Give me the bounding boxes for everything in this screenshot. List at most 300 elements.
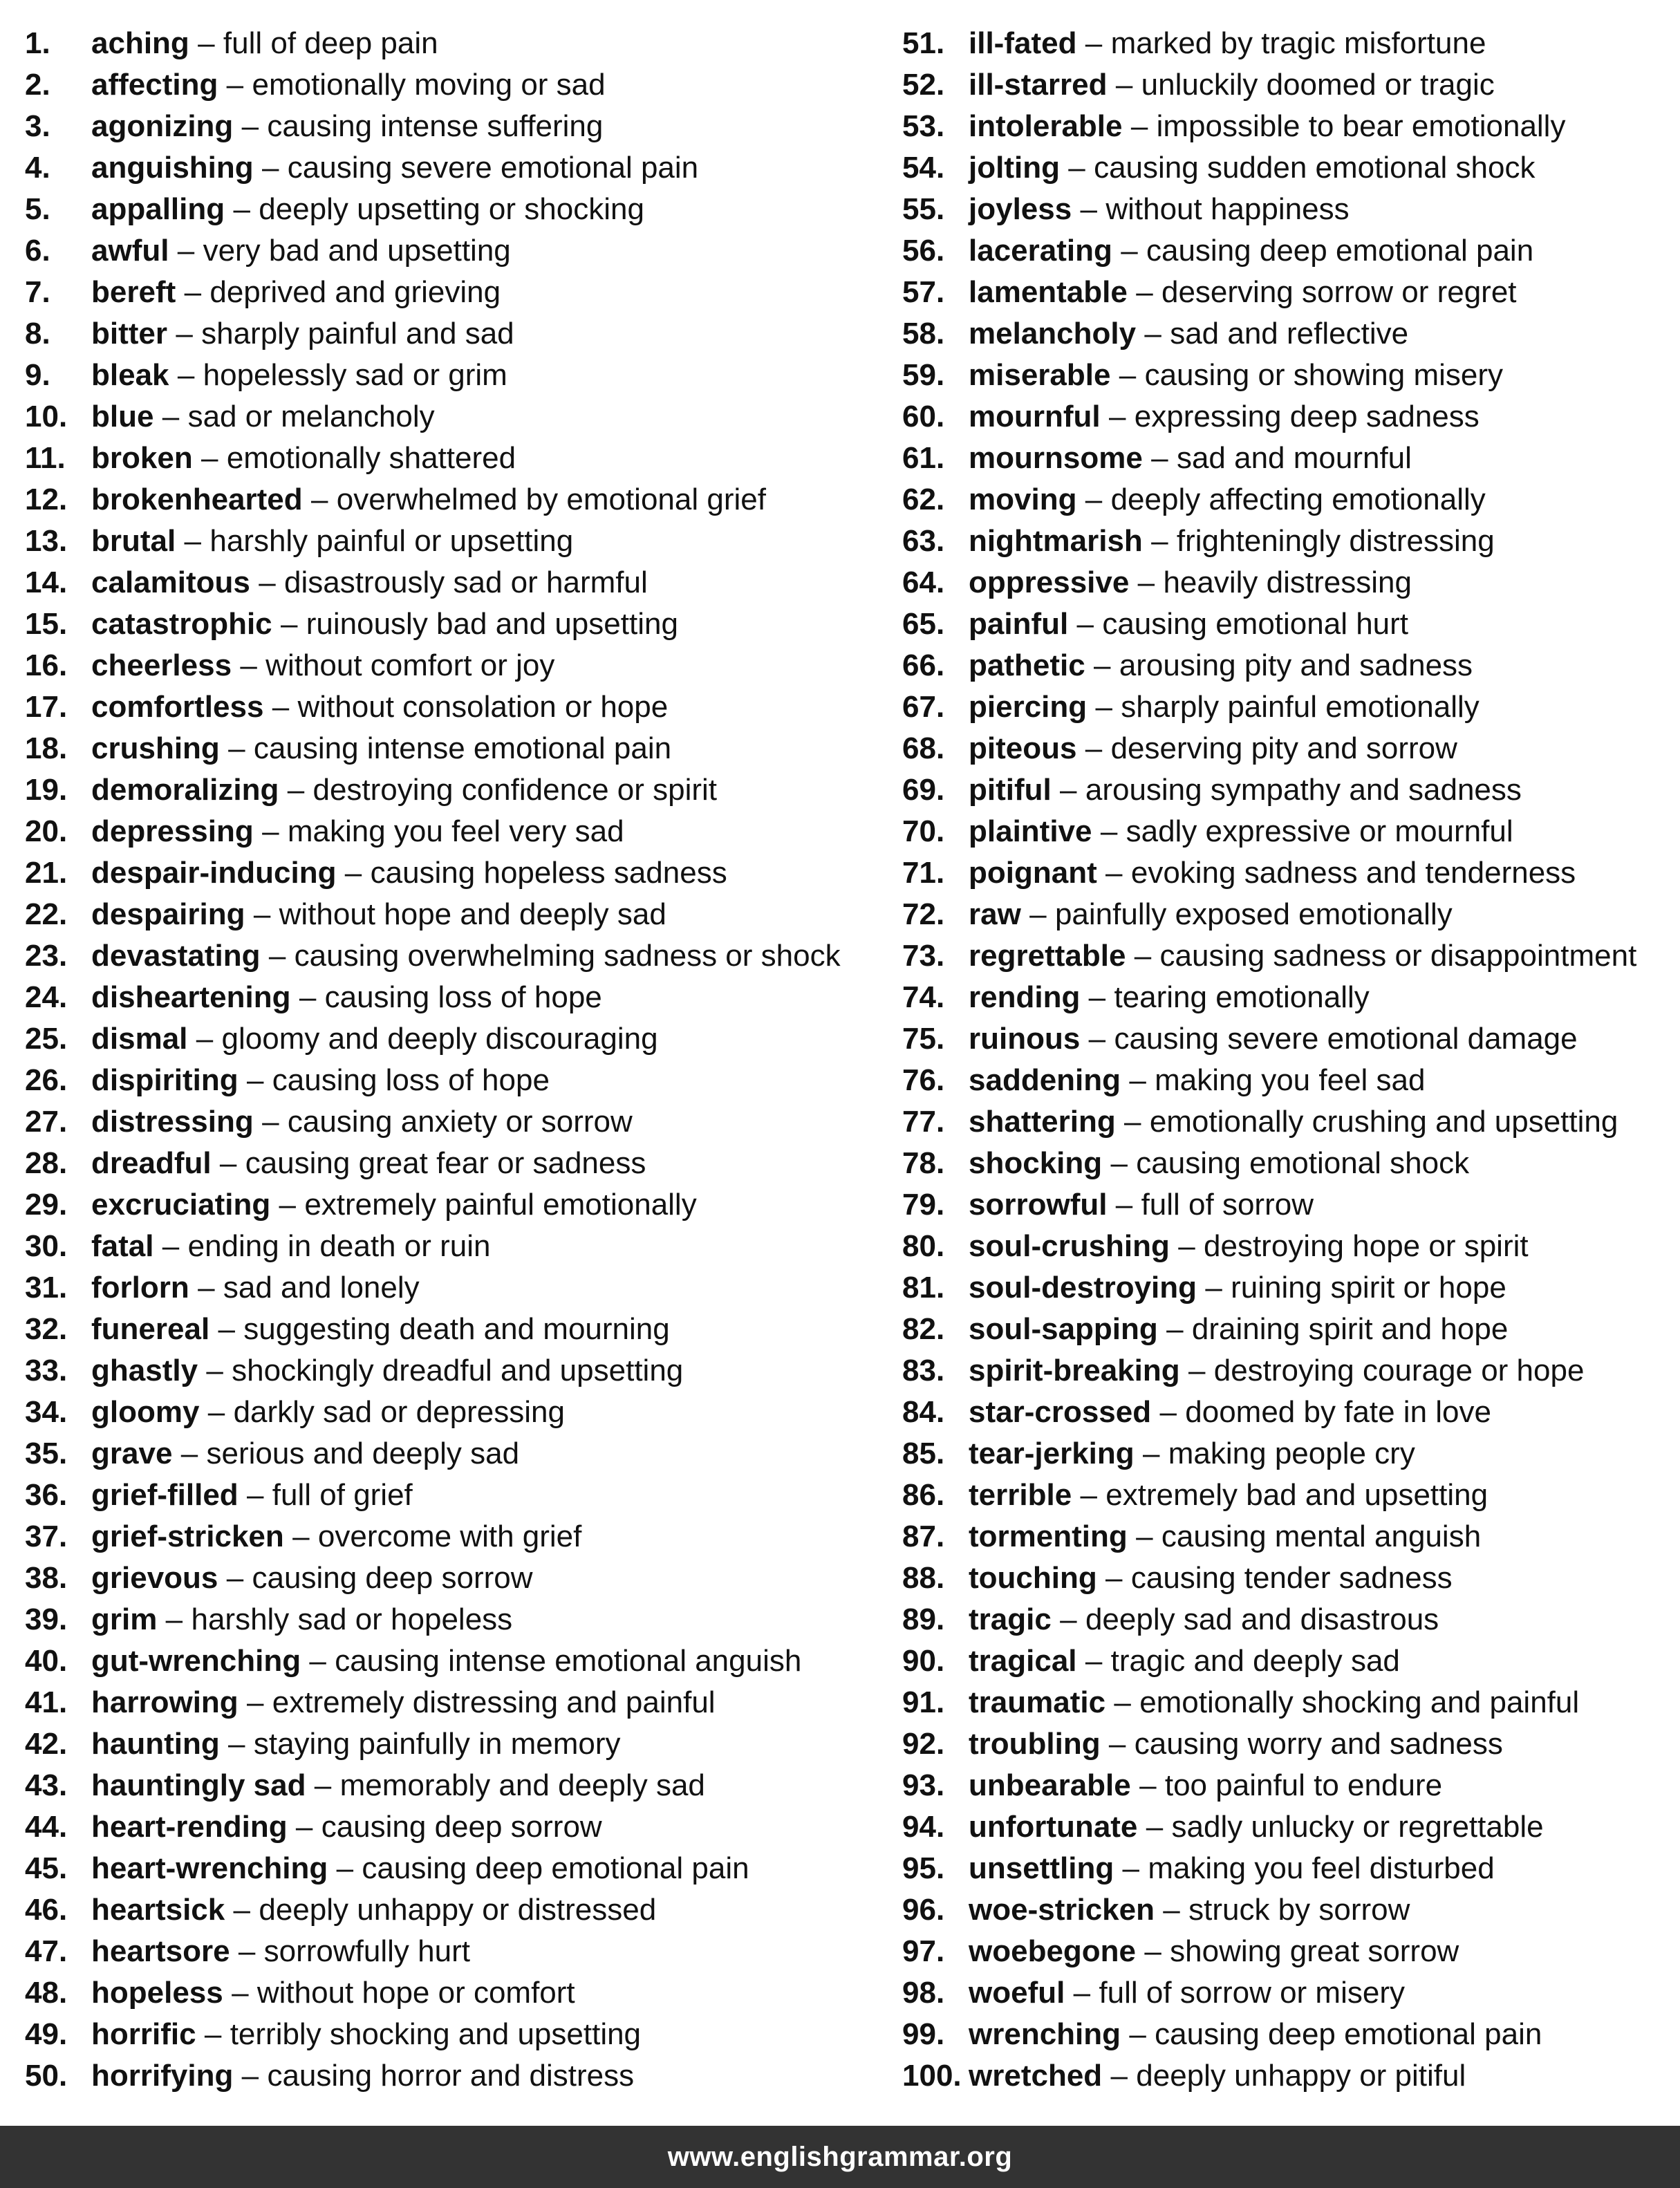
item-number: 29. — [25, 1188, 68, 1222]
item-word: demoralizing — [91, 773, 279, 807]
item-definition: making you feel very sad — [287, 814, 624, 848]
item-definition: painfully exposed emotionally — [1054, 897, 1453, 931]
list-item — [25, 2014, 875, 2055]
item-definition: causing mental anguish — [1161, 1520, 1482, 1553]
item-number: 52. — [902, 68, 945, 102]
list-item — [902, 1267, 1677, 1309]
word-list-column-left — [25, 23, 875, 2097]
item-separator: – — [228, 731, 245, 765]
list-item — [902, 1765, 1677, 1806]
item-number: 77. — [902, 1105, 945, 1139]
item-number: 85. — [902, 1437, 945, 1470]
item-word: raw — [969, 897, 1021, 931]
list-item — [25, 1101, 875, 1143]
list-item — [902, 1101, 1677, 1143]
item-definition: causing or showing misery — [1144, 358, 1504, 392]
item-definition: deserving pity and sorrow — [1110, 731, 1457, 765]
item-definition: without comfort or joy — [265, 648, 555, 682]
item-number: 9. — [25, 358, 50, 392]
item-number: 2. — [25, 68, 50, 102]
item-definition: extremely painful emotionally — [304, 1188, 697, 1222]
item-number: 90. — [902, 1644, 945, 1678]
item-separator: – — [272, 690, 290, 724]
item-definition: causing sudden emotional shock — [1094, 151, 1536, 185]
list-item — [25, 230, 875, 272]
item-number: 5. — [25, 192, 50, 226]
item-separator: – — [253, 897, 271, 931]
item-definition: sad or melancholy — [187, 400, 435, 433]
item-number: 63. — [902, 524, 945, 558]
item-number: 86. — [902, 1478, 945, 1512]
item-definition: making you feel sad — [1155, 1063, 1426, 1097]
item-word: troubling — [969, 1727, 1101, 1761]
list-item — [902, 1848, 1677, 1889]
item-definition: ending in death or ruin — [187, 1229, 491, 1263]
item-separator: – — [292, 1520, 310, 1553]
item-separator: – — [1188, 1354, 1206, 1387]
item-word: shattering — [969, 1105, 1116, 1139]
list-item — [25, 728, 875, 769]
list-item — [25, 1516, 875, 1558]
item-number: 58. — [902, 317, 945, 350]
item-word: despair-inducing — [91, 856, 337, 890]
item-number: 66. — [902, 648, 945, 682]
item-word: intolerable — [969, 109, 1123, 143]
item-definition: frighteningly distressing — [1176, 524, 1495, 558]
item-word: forlorn — [91, 1271, 189, 1305]
item-separator: – — [1076, 607, 1094, 641]
item-definition: sharply painful and sad — [201, 317, 514, 350]
list-item — [902, 1309, 1677, 1350]
item-number: 17. — [25, 690, 68, 724]
item-separator: – — [1108, 400, 1126, 433]
list-item — [25, 396, 875, 438]
list-item — [902, 313, 1677, 355]
item-word: dispiriting — [91, 1063, 239, 1097]
item-word: bleak — [91, 358, 169, 392]
item-number: 40. — [25, 1644, 68, 1678]
item-number: 8. — [25, 317, 50, 350]
item-number: 60. — [902, 400, 945, 433]
list-item — [902, 1392, 1677, 1433]
item-word: catastrophic — [91, 607, 272, 641]
list-item — [25, 1018, 875, 1060]
item-number: 48. — [25, 1976, 68, 2010]
item-separator: – — [287, 773, 305, 807]
item-number: 83. — [902, 1354, 945, 1387]
list-item — [902, 64, 1677, 106]
list-item — [25, 521, 875, 562]
item-definition: causing intense emotional pain — [253, 731, 672, 765]
item-word: affecting — [91, 68, 218, 102]
list-item — [25, 811, 875, 852]
item-word: soul-sapping — [969, 1312, 1158, 1346]
list-item — [902, 106, 1677, 147]
item-number: 80. — [902, 1229, 945, 1263]
item-definition: causing severe emotional pain — [287, 151, 699, 185]
item-word: fatal — [91, 1229, 154, 1263]
item-definition: sad and mournful — [1176, 441, 1412, 475]
item-definition: causing overwhelming sadness or shock — [294, 939, 841, 973]
item-separator: – — [1080, 192, 1098, 226]
item-definition: overwhelmed by emotional grief — [336, 483, 766, 516]
item-word: touching — [969, 1561, 1097, 1595]
item-number: 64. — [902, 565, 945, 599]
item-separator: – — [1159, 1395, 1177, 1429]
item-definition: deserving sorrow or regret — [1161, 275, 1517, 309]
item-definition: causing tender sadness — [1130, 1561, 1453, 1595]
item-definition: showing great sorrow — [1170, 1934, 1459, 1968]
item-word: disheartening — [91, 980, 291, 1014]
list-item — [902, 230, 1677, 272]
list-item — [25, 1267, 875, 1309]
item-number: 76. — [902, 1063, 945, 1097]
item-separator: – — [1100, 814, 1118, 848]
item-word: mournsome — [969, 441, 1143, 475]
item-separator: – — [184, 275, 202, 309]
item-definition: causing emotional hurt — [1102, 607, 1409, 641]
item-definition: causing loss of hope — [324, 980, 602, 1014]
item-number: 55. — [902, 192, 945, 226]
item-number: 72. — [902, 897, 945, 931]
item-word: woebegone — [969, 1934, 1137, 1968]
item-number: 53. — [902, 109, 945, 143]
item-word: oppressive — [969, 565, 1130, 599]
item-word: funereal — [91, 1312, 210, 1346]
item-separator: – — [177, 234, 195, 268]
item-definition: causing horror and distress — [267, 2059, 635, 2093]
item-word: blue — [91, 400, 154, 433]
item-word: appalling — [91, 192, 225, 226]
item-definition: making you feel disturbed — [1148, 1851, 1495, 1885]
item-definition: full of grief — [272, 1478, 413, 1512]
item-separator: – — [1110, 2059, 1128, 2093]
item-word: soul-crushing — [969, 1229, 1170, 1263]
item-word: ruinous — [969, 1022, 1081, 1056]
item-number: 41. — [25, 1685, 68, 1719]
item-word: wrenching — [969, 2017, 1121, 2051]
item-separator: – — [1105, 1561, 1123, 1595]
item-separator: – — [232, 1976, 249, 2010]
list-item — [25, 1931, 875, 1972]
item-number: 61. — [902, 441, 945, 475]
item-word: heartsore — [91, 1934, 230, 1968]
item-word: spirit-breaking — [969, 1354, 1180, 1387]
item-word: comfortless — [91, 690, 264, 724]
item-number: 95. — [902, 1851, 945, 1885]
list-item — [25, 1392, 875, 1433]
item-word: pathetic — [969, 648, 1085, 682]
item-number: 57. — [902, 275, 945, 309]
list-item — [902, 562, 1677, 604]
item-number: 28. — [25, 1146, 68, 1180]
item-definition: extremely bad and upsetting — [1105, 1478, 1488, 1512]
item-separator: – — [233, 1893, 251, 1927]
item-definition: causing worry and sadness — [1134, 1727, 1503, 1761]
item-word: hopeless — [91, 1976, 223, 2010]
item-word: shocking — [969, 1146, 1103, 1180]
item-definition: full of sorrow or misery — [1099, 1976, 1405, 2010]
item-definition: causing emotional shock — [1136, 1146, 1470, 1180]
item-number: 100. — [902, 2059, 962, 2093]
item-number: 36. — [25, 1478, 68, 1512]
item-word: plaintive — [969, 814, 1092, 848]
list-item — [25, 1226, 875, 1267]
item-number: 62. — [902, 483, 945, 516]
list-item — [25, 686, 875, 728]
item-number: 24. — [25, 980, 68, 1014]
list-item — [25, 1143, 875, 1184]
item-word: harrowing — [91, 1685, 239, 1719]
item-separator: – — [241, 2059, 259, 2093]
item-word: pitiful — [969, 773, 1052, 807]
item-word: rending — [969, 980, 1081, 1014]
item-word: wretched — [969, 2059, 1103, 2093]
list-item — [25, 1806, 875, 1848]
item-word: heart-rending — [91, 1810, 288, 1844]
item-definition: suggesting death and mourning — [243, 1312, 670, 1346]
item-definition: arousing pity and sadness — [1119, 648, 1473, 682]
item-separator: – — [261, 151, 279, 185]
item-word: gut-wrenching — [91, 1644, 301, 1678]
item-word: dreadful — [91, 1146, 212, 1180]
list-item — [902, 1640, 1677, 1682]
item-word: grave — [91, 1437, 173, 1470]
item-word: regrettable — [969, 939, 1126, 973]
item-definition: emotionally shocking and painful — [1139, 1685, 1580, 1719]
item-definition: sharply painful emotionally — [1121, 690, 1480, 724]
item-separator: – — [295, 1810, 313, 1844]
item-separator: – — [219, 1146, 237, 1180]
item-separator: – — [162, 400, 180, 433]
item-separator: – — [1088, 980, 1106, 1014]
item-definition: very bad and upsetting — [203, 234, 511, 268]
item-word: lamentable — [969, 275, 1128, 309]
list-item — [902, 1599, 1677, 1640]
item-number: 11. — [25, 441, 66, 475]
item-number: 81. — [902, 1271, 945, 1305]
item-word: unsettling — [969, 1851, 1114, 1885]
item-word: excruciating — [91, 1188, 271, 1222]
item-number: 43. — [25, 1768, 68, 1802]
item-definition: deeply sad and disastrous — [1085, 1602, 1439, 1636]
list-item — [25, 1350, 875, 1392]
item-word: calamitous — [91, 565, 250, 599]
item-definition: deeply upsetting or shocking — [259, 192, 644, 226]
item-word: traumatic — [969, 1685, 1106, 1719]
item-word: grim — [91, 1602, 158, 1636]
item-definition: causing intense suffering — [267, 109, 604, 143]
list-item — [902, 272, 1677, 313]
item-definition: unluckily doomed or tragic — [1141, 68, 1495, 102]
item-number: 13. — [25, 524, 68, 558]
item-separator: – — [1088, 1022, 1106, 1056]
item-separator: – — [1136, 275, 1153, 309]
list-item — [902, 189, 1677, 230]
list-item — [25, 1599, 875, 1640]
item-separator: – — [1105, 856, 1123, 890]
list-item — [902, 355, 1677, 396]
item-number: 19. — [25, 773, 68, 807]
item-definition: expressing deep sadness — [1134, 400, 1480, 433]
list-item — [902, 977, 1677, 1018]
item-definition: causing deep emotional pain — [1146, 234, 1534, 268]
item-word: gloomy — [91, 1395, 200, 1429]
item-definition: without hope or comfort — [256, 1976, 575, 2010]
item-number: 21. — [25, 856, 68, 890]
item-number: 74. — [902, 980, 945, 1014]
item-definition: gloomy and deeply discouraging — [221, 1022, 658, 1056]
item-number: 7. — [25, 275, 50, 309]
list-item — [902, 1723, 1677, 1765]
item-separator: – — [162, 1229, 180, 1263]
item-separator: – — [1114, 1685, 1131, 1719]
item-word: ghastly — [91, 1354, 198, 1387]
item-word: grief-stricken — [91, 1520, 284, 1553]
item-word: sorrowful — [969, 1188, 1108, 1222]
item-number: 50. — [25, 2059, 68, 2093]
site-footer — [0, 2126, 1680, 2188]
item-separator: – — [1085, 483, 1103, 516]
item-number: 67. — [902, 690, 945, 724]
item-number: 47. — [25, 1934, 68, 1968]
list-item — [25, 1475, 875, 1516]
item-definition: deeply affecting emotionally — [1110, 483, 1486, 516]
list-item — [25, 1765, 875, 1806]
item-word: aching — [91, 26, 189, 60]
item-definition: shockingly dreadful and upsetting — [232, 1354, 684, 1387]
item-number: 98. — [902, 1976, 945, 2010]
item-separator: – — [1137, 565, 1155, 599]
list-item — [25, 313, 875, 355]
item-number: 88. — [902, 1561, 945, 1595]
item-definition: deprived and grieving — [209, 275, 501, 309]
item-separator: – — [201, 441, 218, 475]
item-definition: destroying confidence or spirit — [312, 773, 718, 807]
item-number: 14. — [25, 565, 68, 599]
item-definition: causing severe emotional damage — [1114, 1022, 1578, 1056]
list-item — [25, 645, 875, 686]
item-definition: impossible to bear emotionally — [1156, 109, 1566, 143]
item-word: broken — [91, 441, 193, 475]
item-number: 96. — [902, 1893, 945, 1927]
list-item — [25, 769, 875, 811]
list-item — [902, 396, 1677, 438]
item-separator: – — [1136, 1520, 1153, 1553]
item-separator: – — [1108, 1727, 1126, 1761]
item-separator: – — [262, 814, 279, 848]
item-word: bitter — [91, 317, 167, 350]
item-separator: – — [1142, 1437, 1160, 1470]
item-number: 78. — [902, 1146, 945, 1180]
item-word: heart-wrenching — [91, 1851, 328, 1885]
item-number: 44. — [25, 1810, 68, 1844]
item-number: 84. — [902, 1395, 945, 1429]
list-item — [902, 147, 1677, 189]
item-definition: causing deep emotional pain — [1155, 2017, 1542, 2051]
item-separator: – — [1095, 690, 1112, 724]
item-separator: – — [1115, 68, 1133, 102]
list-item — [902, 479, 1677, 521]
item-word: horrific — [91, 2017, 196, 2051]
item-separator: – — [1094, 648, 1111, 682]
item-separator: – — [1121, 234, 1138, 268]
item-number: 79. — [902, 1188, 945, 1222]
list-item — [25, 1433, 875, 1475]
item-number: 34. — [25, 1395, 68, 1429]
list-item — [902, 1143, 1677, 1184]
item-definition: marked by tragic misfortune — [1110, 26, 1486, 60]
item-definition: darkly sad or depressing — [233, 1395, 565, 1429]
item-definition: sadly unlucky or regrettable — [1171, 1810, 1544, 1844]
item-separator: – — [247, 1478, 264, 1512]
item-definition: too painful to endure — [1164, 1768, 1443, 1802]
item-definition: draining spirit and hope — [1191, 1312, 1509, 1346]
item-definition: sad and reflective — [1170, 317, 1409, 350]
item-definition: destroying hope or spirit — [1204, 1229, 1529, 1263]
item-number: 71. — [902, 856, 945, 890]
item-definition: harshly sad or hopeless — [191, 1602, 513, 1636]
item-definition: terribly shocking and upsetting — [230, 2017, 642, 2051]
item-word: crushing — [91, 731, 220, 765]
item-separator: – — [336, 1851, 354, 1885]
list-item — [902, 604, 1677, 645]
item-number: 25. — [25, 1022, 68, 1056]
item-number: 45. — [25, 1851, 68, 1885]
footer-url[interactable]: www.englishgrammar.org — [667, 2141, 1013, 2172]
list-item — [25, 23, 875, 64]
item-number: 42. — [25, 1727, 68, 1761]
item-definition: causing great fear or sadness — [245, 1146, 646, 1180]
item-word: tragical — [969, 1644, 1077, 1678]
list-item — [902, 686, 1677, 728]
item-number: 4. — [25, 151, 50, 185]
item-definition: harshly painful or upsetting — [209, 524, 574, 558]
item-word: piteous — [969, 731, 1077, 765]
list-item — [25, 894, 875, 935]
item-number: 15. — [25, 607, 68, 641]
item-separator: – — [1060, 1602, 1077, 1636]
item-separator: – — [1124, 1105, 1141, 1139]
item-separator: – — [247, 1685, 264, 1719]
item-word: moving — [969, 483, 1077, 516]
item-number: 32. — [25, 1312, 68, 1346]
item-definition: without consolation or hope — [297, 690, 669, 724]
list-item — [25, 977, 875, 1018]
item-separator: – — [206, 1354, 223, 1387]
list-item — [902, 1889, 1677, 1931]
item-word: unbearable — [969, 1768, 1131, 1802]
list-item — [902, 1558, 1677, 1599]
item-word: tormenting — [969, 1520, 1128, 1553]
item-word: despairing — [91, 897, 245, 931]
item-definition: emotionally crushing and upsetting — [1149, 1105, 1618, 1139]
item-separator: – — [198, 1271, 215, 1305]
item-definition: overcome with grief — [317, 1520, 582, 1553]
item-definition: emotionally moving or sad — [252, 68, 606, 102]
list-item — [25, 1682, 875, 1723]
item-definition: causing intense emotional anguish — [335, 1644, 802, 1678]
item-number: 56. — [902, 234, 945, 268]
item-number: 6. — [25, 234, 50, 268]
item-word: distressing — [91, 1105, 254, 1139]
item-definition: arousing sympathy and sadness — [1085, 773, 1522, 807]
item-word: star-crossed — [969, 1395, 1152, 1429]
item-definition: causing deep sorrow — [321, 1810, 602, 1844]
item-word: grief-filled — [91, 1478, 239, 1512]
list-item — [902, 811, 1677, 852]
list-item — [902, 1184, 1677, 1226]
